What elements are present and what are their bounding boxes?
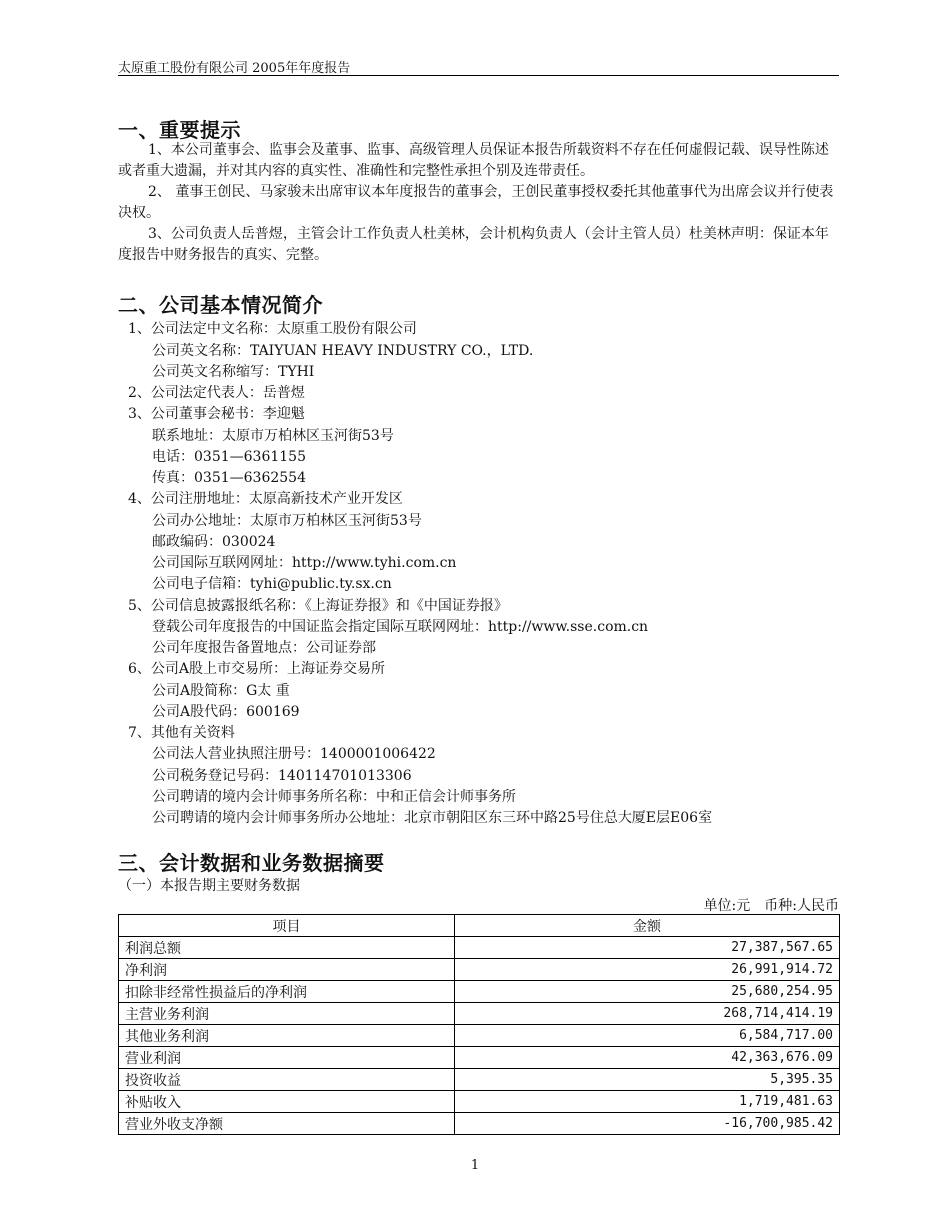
amount-cell: 26,991,914.72 xyxy=(455,959,840,981)
table-row xyxy=(119,1003,840,1025)
section3-title: 三、会计数据和业务数据摘要 xyxy=(118,851,385,875)
amount-cell: 6,584,717.00 xyxy=(455,1025,840,1047)
info-line: 公司英文名称缩写：TYHI xyxy=(152,364,315,380)
info-line: 公司税务登记号码：140114701013306 xyxy=(152,768,412,784)
amount-cell: 268,714,414.19 xyxy=(455,1003,840,1025)
section1-title: 一、重要提示 xyxy=(118,118,241,142)
table-row xyxy=(119,959,840,981)
info-line: 7、其他有关资料 xyxy=(128,725,235,741)
info-line: 登载公司年度报告的中国证监会指定国际互联网网址：http://www.sse.com.cn xyxy=(152,619,649,635)
table-row xyxy=(119,937,840,959)
info-line: 公司英文名称：TAIYUAN HEAVY INDUSTRY CO.，LTD. xyxy=(152,343,534,359)
item-cell: 利润总额 xyxy=(119,937,455,959)
unit-label: 单位:元 币种:人民币 xyxy=(703,898,839,914)
section1-paragraph-1: 1、本公司董事会、监事会及董事、监事、高级管理人员保证本报告所载资料不存在任何虚假记载、误导性陈述或者重大遗漏，并对其内容的真实性、准确性和完整性承担个别及连带责任。 xyxy=(118,142,829,179)
info-line: 公司法人营业执照注册号：1400001006422 xyxy=(152,746,436,762)
amount-cell: 1,719,481.63 xyxy=(455,1091,840,1113)
info-line: 公司办公地址：太原市万柏林区玉河街53号 xyxy=(152,513,422,529)
info-line: 公司年度报告备置地点：公司证券部 xyxy=(152,640,376,656)
info-line: 6、公司A股上市交易所：上海证券交易所 xyxy=(128,661,386,677)
item-cell: 投资收益 xyxy=(119,1069,455,1091)
info-line: 公司A股代码：600169 xyxy=(152,704,300,720)
info-line: 公司A股简称：G太 重 xyxy=(152,683,290,699)
section1-paragraph-3: 3、公司负责人岳普煜，主管会计工作负责人杜美林，会计机构负责人（会计主管人员）杜美林声明：保证本年度报告中财务报告的真实、完整。 xyxy=(118,226,829,263)
table-row xyxy=(119,1113,840,1135)
item-cell: 其他业务利润 xyxy=(119,1025,455,1047)
item-cell: 扣除非经常性损益后的净利润 xyxy=(119,981,455,1003)
info-line: 公司聘请的境内会计师事务所名称：中和正信会计师事务所 xyxy=(152,789,516,805)
table-row xyxy=(119,1069,840,1091)
amount-cell: 42,363,676.09 xyxy=(455,1047,840,1069)
column-header: 金额 xyxy=(455,915,840,937)
amount-cell: 25,680,254.95 xyxy=(455,981,840,1003)
item-cell: 营业利润 xyxy=(119,1047,455,1069)
amount-cell: 27,387,567.65 xyxy=(455,937,840,959)
info-line: 公司聘请的境内会计师事务所办公地址：北京市朝阳区东三环中路25号住总大厦E层E06室 xyxy=(152,810,713,826)
table-row xyxy=(119,1047,840,1069)
section2-title: 二、公司基本情况简介 xyxy=(118,293,323,317)
table-row xyxy=(119,1025,840,1047)
item-cell: 补贴收入 xyxy=(119,1091,455,1113)
amount-cell: 5,395.35 xyxy=(455,1069,840,1091)
item-cell: 主营业务利润 xyxy=(119,1003,455,1025)
table-header-row xyxy=(119,915,840,937)
header-rule xyxy=(118,75,839,76)
amount-cell: -16,700,985.42 xyxy=(455,1113,840,1135)
item-cell: 营业外收支净额 xyxy=(119,1113,455,1135)
column-header: 项目 xyxy=(119,915,455,937)
item-cell: 净利润 xyxy=(119,959,455,981)
info-line: 公司电子信箱：tyhi@public.ty.sx.cn xyxy=(152,576,392,592)
financial-table xyxy=(118,914,840,1135)
info-line: 电话：0351—6361155 xyxy=(152,449,306,465)
page-header: 太原重工股份有限公司 2005年年度报告 xyxy=(118,61,351,76)
table-row xyxy=(119,981,840,1003)
info-line: 4、公司注册地址：太原高新技术产业开发区 xyxy=(128,491,403,507)
info-line: 邮政编码：030024 xyxy=(152,534,276,550)
section1-paragraph-2: 2、 董事王创民、马家骏未出席审议本年度报告的董事会，王创民董事授权委托其他董事代为出席会议并行使表决权。 xyxy=(118,184,834,221)
info-line: 2、公司法定代表人：岳普煜 xyxy=(128,385,305,401)
info-line: 3、公司董事会秘书：李迎魁 xyxy=(128,406,305,422)
info-line: 公司国际互联网网址：http://www.tyhi.com.cn xyxy=(152,555,457,571)
table-row xyxy=(119,1091,840,1113)
page-number: 1 xyxy=(470,1158,480,1173)
info-line: 联系地址：太原市万柏林区玉河街53号 xyxy=(152,428,394,444)
info-line: 传真：0351—6362554 xyxy=(152,470,306,486)
section3-subtitle: （一）本报告期主要财务数据 xyxy=(118,878,300,894)
info-line: 5、公司信息披露报纸名称：《上海证券报》和《中国证券报》 xyxy=(128,598,508,614)
info-line: 1、公司法定中文名称：太原重工股份有限公司 xyxy=(128,321,417,337)
